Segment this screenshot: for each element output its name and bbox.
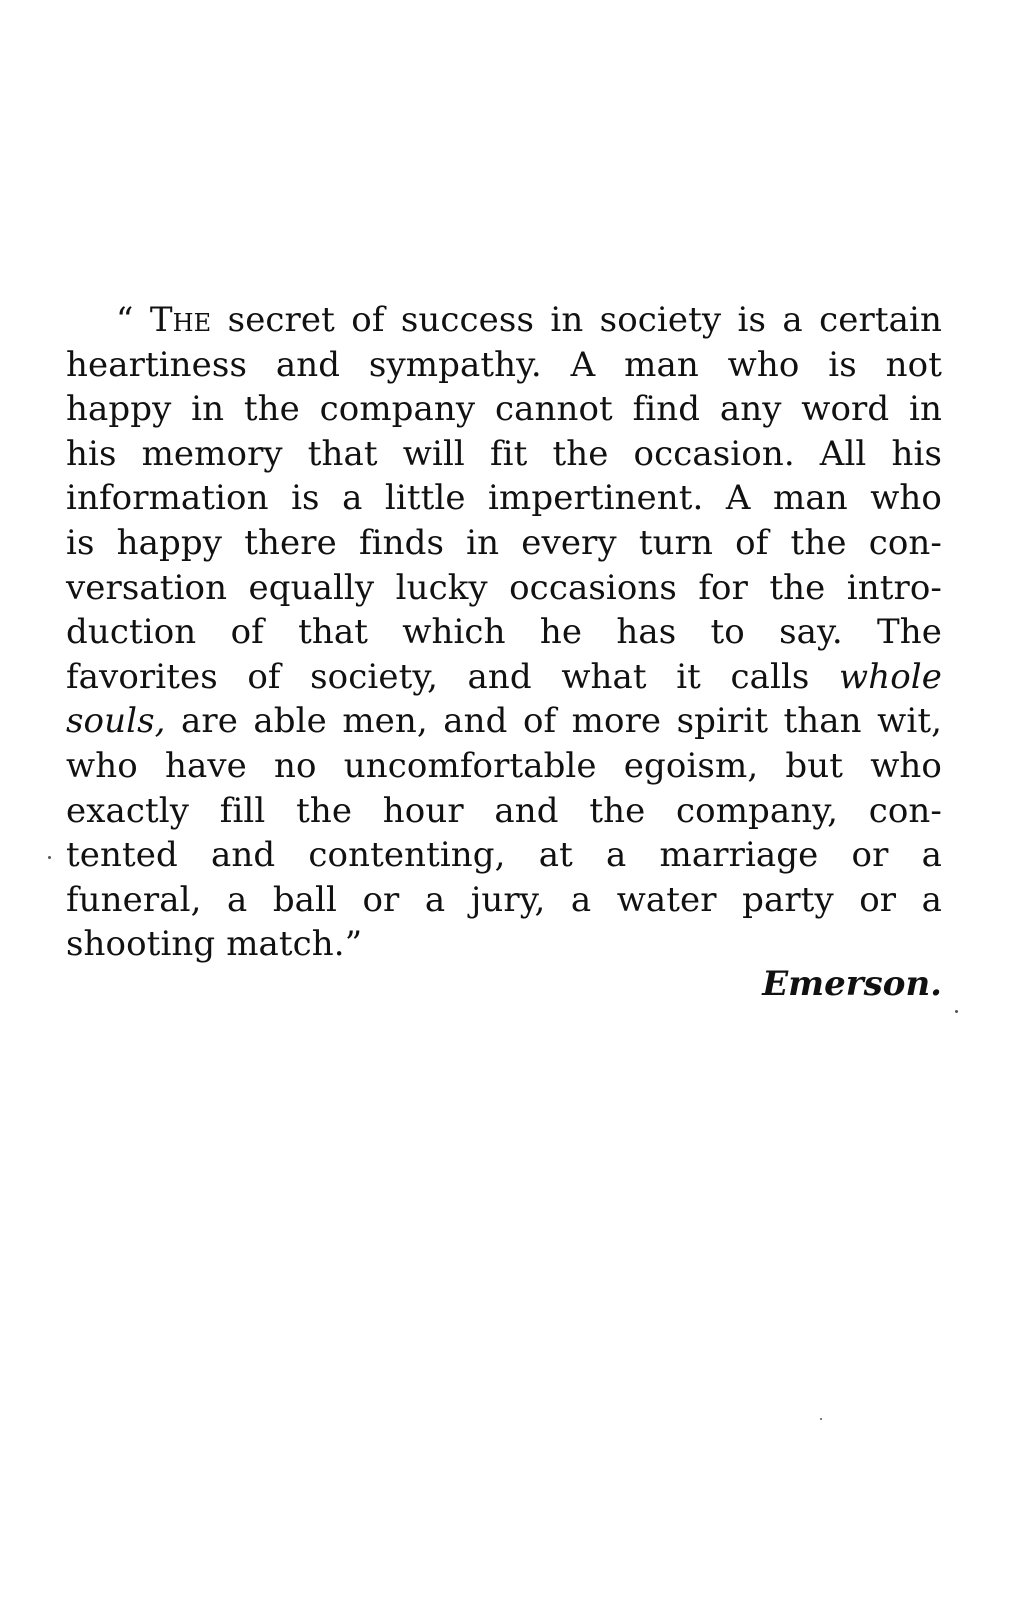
print-speck	[820, 1418, 822, 1420]
quote-line-1	[66, 298, 942, 343]
print-speck	[955, 1010, 958, 1013]
quote-line-1-text: secret of success in society is a certain	[227, 300, 942, 340]
quote-line-8: duction of that which he has to say. The	[66, 612, 942, 653]
quote-italic-souls: souls,	[66, 701, 166, 742]
quote-first-word: The	[149, 300, 212, 340]
quote-line-13: tented and contenting, at a marriage or a	[66, 835, 942, 876]
quote-italic-whole: whole	[839, 656, 942, 697]
quote-line-12: exactly fill the hour and the company, con-	[66, 790, 942, 831]
quote-line-11: who have no uncomfortable egoism, but who	[66, 745, 942, 786]
quote-line-7: versation equally lucky occasions for the intro-	[66, 567, 942, 608]
quote-line-14: funeral, a ball or a jury, a water party or a	[66, 879, 942, 920]
quote-line-4: his memory that will fit the occasion. All his	[66, 433, 942, 474]
quote-line-3: happy in the company cannot find any word in	[66, 389, 942, 430]
quote-line-9	[66, 655, 942, 700]
emerson-quote	[66, 298, 942, 967]
quote-line-6: is happy there finds in every turn of the con-	[66, 522, 942, 563]
quote-line-9-text: favorites of society, and what it calls	[66, 656, 810, 697]
quote-line-5: information is a little impertinent. A man who	[66, 478, 942, 519]
quote-line-10-text: are able men, and of more spirit than wit,	[181, 701, 942, 742]
quote-line-2: heartiness and sympathy. A man who is not	[66, 344, 942, 385]
opening-quote-mark: “	[116, 300, 134, 340]
print-speck	[48, 856, 51, 859]
quote-attribution: Emerson.	[762, 964, 942, 1004]
quote-line-10	[66, 699, 942, 744]
quote-line-15: shooting match.”	[66, 924, 363, 965]
